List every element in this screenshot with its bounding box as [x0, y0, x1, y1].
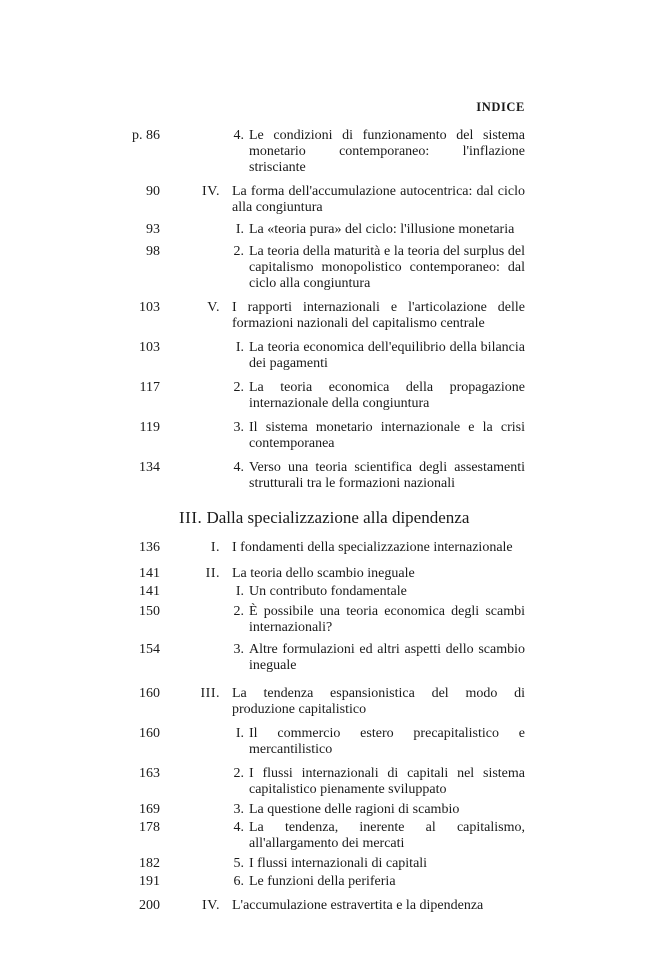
- entry-title: I fondamenti della specializzazione internazionale: [232, 540, 513, 555]
- page-number: 119: [139, 420, 160, 435]
- entry-title: Le funzioni della periferia: [249, 874, 396, 889]
- entry-number: 2.: [233, 380, 244, 395]
- toc-entry: [0, 420, 645, 452]
- table-of-contents: [0, 128, 645, 914]
- toc-entry: [0, 874, 645, 890]
- page-number: 136: [139, 540, 160, 555]
- entry-number: 4.: [233, 820, 244, 835]
- toc-entry: [0, 766, 645, 798]
- toc-entry: [0, 898, 645, 914]
- page-number: 141: [139, 584, 160, 599]
- entry-number: 4.: [233, 128, 244, 143]
- toc-entry: [0, 802, 645, 818]
- page-number: 182: [139, 856, 160, 871]
- toc-entry: [0, 300, 645, 332]
- entry-title: Il sistema monetario internazionale e la crisi contemporanea: [249, 420, 525, 451]
- toc-entry: [0, 584, 645, 600]
- entry-title: La forma dell'accumulazione autocentrica: dal ciclo alla congiuntura: [232, 184, 525, 215]
- entry-number: 2.: [233, 604, 244, 619]
- entry-title: La teoria della maturità e la teoria del surplus del capitalismo monopolistico contemporaneo: dal ciclo alla congiuntura: [249, 244, 525, 291]
- section-title: [0, 508, 645, 528]
- entry-number: 6.: [233, 874, 244, 889]
- page-number: 160: [139, 726, 160, 741]
- entry-title: La tendenza, inerente al capitalismo, all'allargamento dei mercati: [249, 820, 525, 851]
- entry-number: I.: [235, 222, 244, 237]
- entry-title: La teoria economica dell'equilibrio della bilancia dei pagamenti: [249, 340, 525, 371]
- entry-number: 3.: [233, 642, 244, 657]
- page-number: 191: [139, 874, 160, 889]
- toc-entry: [0, 222, 645, 238]
- toc-entry: [0, 566, 645, 582]
- entry-title: Altre formulazioni ed altri aspetti dello scambio ineguale: [249, 642, 525, 673]
- entry-number: IV.: [202, 898, 220, 913]
- toc-entry: [0, 128, 645, 176]
- toc-group-1: [0, 128, 645, 492]
- toc-entry: [0, 820, 645, 852]
- entry-title: L'accumulazione estravertita e la dipendenza: [232, 898, 484, 913]
- entry-title: I flussi internazionali di capitali nel sistema capitalistico pienamente sviluppato: [249, 766, 525, 797]
- toc-entry: [0, 244, 645, 292]
- entry-title: La questione delle ragioni di scambio: [249, 802, 460, 817]
- toc-entry: [0, 856, 645, 872]
- section-title-text: Dalla specializzazione alla dipendenza: [206, 508, 470, 527]
- toc-entry: [0, 340, 645, 372]
- entry-title: Un contributo fondamentale: [249, 584, 407, 599]
- page-number: 169: [139, 802, 160, 817]
- page-number: 150: [139, 604, 160, 619]
- entry-number: I.: [210, 540, 220, 555]
- entry-title: La teoria economica della propagazione internazionale della congiuntura: [249, 380, 525, 411]
- entry-number: 5.: [233, 856, 244, 871]
- toc-entry: [0, 642, 645, 674]
- page-number: 154: [139, 642, 160, 657]
- entry-title: La «teoria pura» del ciclo: l'illusione monetaria: [249, 222, 515, 237]
- running-head: INDICE: [476, 100, 525, 114]
- toc-entry: [0, 380, 645, 412]
- entry-number: 2.: [233, 766, 244, 781]
- page-number: 200: [139, 898, 160, 913]
- entry-title: Verso una teoria scientifica degli assestamenti strutturali tra le formazioni nazionali: [249, 460, 525, 491]
- entry-title: La teoria dello scambio ineguale: [232, 566, 415, 581]
- entry-number: 2.: [233, 244, 244, 259]
- entry-number: 3.: [233, 420, 244, 435]
- page-number: 103: [139, 300, 160, 315]
- toc-entry: [0, 726, 645, 758]
- entry-number: V.: [207, 300, 220, 315]
- entry-title: È possibile una teoria economica degli scambi internazionali?: [249, 604, 525, 635]
- page-number: 163: [139, 766, 160, 781]
- entry-number: I.: [235, 726, 244, 741]
- entry-number: 3.: [233, 802, 244, 817]
- entry-number: IV.: [202, 184, 220, 199]
- entry-title: Le condizioni di funzionamento del sistema monetario contemporaneo: l'inflazione strisciante: [249, 128, 525, 175]
- entry-number: 4.: [233, 460, 244, 475]
- entry-number: III.: [200, 686, 220, 701]
- page-number: 134: [139, 460, 160, 475]
- page-number: p. 86: [132, 128, 160, 143]
- toc-entry: [0, 604, 645, 636]
- entry-title: I rapporti internazionali e l'articolazione delle formazioni nazionali del capitalismo centrale: [232, 300, 525, 331]
- toc-entry: [0, 686, 645, 718]
- entry-title: Il commercio estero precapitalistico e mercantilistico: [249, 726, 525, 757]
- entry-number: I.: [235, 584, 244, 599]
- entry-number: II.: [205, 566, 220, 581]
- toc-entry: [0, 184, 645, 216]
- toc-group-2: [0, 540, 645, 914]
- page-number: 141: [139, 566, 160, 581]
- entry-title: I flussi internazionali di capitali: [249, 856, 428, 871]
- section-number: III.: [179, 508, 203, 527]
- page-number: 103: [139, 340, 160, 355]
- page-number: 98: [146, 244, 160, 259]
- page-number: 93: [146, 222, 160, 237]
- entry-number: I.: [235, 340, 244, 355]
- page-number: 117: [139, 380, 160, 395]
- toc-entry: [0, 460, 645, 492]
- toc-entry: [0, 540, 645, 556]
- page-number: 178: [139, 820, 160, 835]
- page-number: 160: [139, 686, 160, 701]
- entry-title: La tendenza espansionistica del modo di produzione capitalistico: [232, 686, 525, 717]
- page-number: 90: [146, 184, 160, 199]
